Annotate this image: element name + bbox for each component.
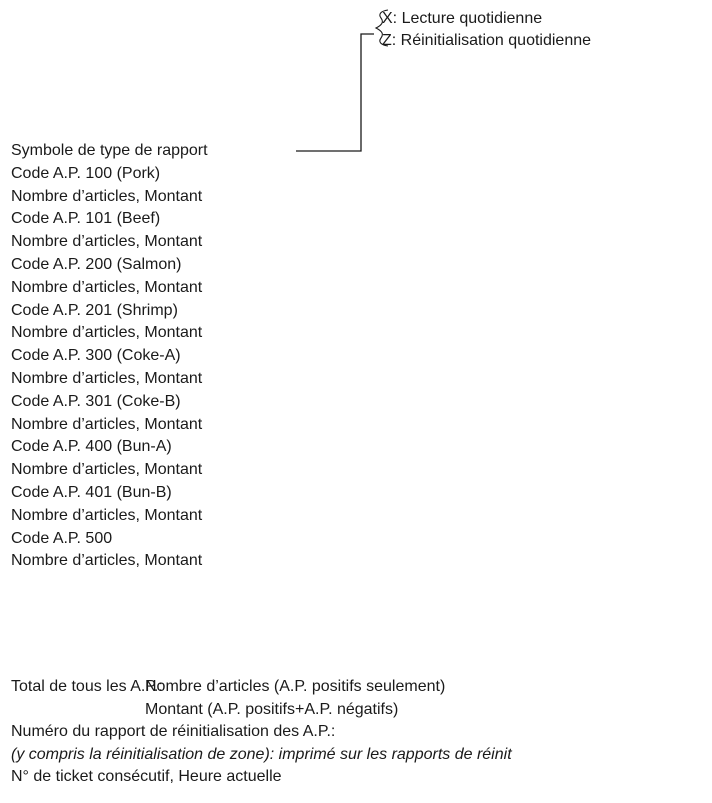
count-amount-line: Nombre d’articles, Montant — [11, 506, 203, 524]
total-amount-note: Montant (A.P. positifs+A.P. négatifs) — [145, 700, 399, 718]
report-line-list — [11, 140, 208, 573]
count-amount-line: Nombre d’articles, Montant — [11, 415, 203, 433]
consecutive-ticket-line: N° de ticket consécutif, Heure actuelle — [11, 768, 282, 786]
report-type-legend — [382, 8, 591, 52]
count-amount-line: Nombre d’articles, Montant — [11, 324, 203, 342]
pp-code-line: Code A.P. 500 — [11, 529, 113, 547]
x-report-label: X: Lecture quotidienne — [382, 10, 543, 27]
pp-code-line: Code A.P. 201 (Shrimp) — [11, 301, 178, 319]
pp-code-line: Code A.P. 100 (Pork) — [11, 164, 161, 182]
total-count-note: Nombre d’articles (A.P. positifs seulement) — [145, 678, 446, 695]
count-amount-line: Nombre d’articles, Montant — [11, 461, 203, 479]
reset-number-note: (y compris la réinitialisation de zone): imprimé sur les rapports de réinit — [11, 745, 512, 763]
pp-code-line: Code A.P. 400 (Bun-A) — [11, 438, 172, 456]
count-amount-line: Nombre d’articles, Montant — [11, 278, 203, 296]
report-type-connector-line — [296, 34, 374, 151]
pp-code-line: Code A.P. 200 (Salmon) — [11, 255, 182, 273]
z-report-label: Z: Réinitialisation quotidienne — [382, 32, 592, 49]
pp-code-line: Code A.P. 401 (Bun-B) — [11, 483, 172, 501]
count-amount-line: Nombre d’articles, Montant — [11, 369, 203, 387]
count-amount-line: Nombre d’articles, Montant — [11, 552, 203, 570]
reset-number-label: Numéro du rapport de réinitialisation des A.P.: — [11, 723, 336, 741]
count-amount-line: Nombre d’articles, Montant — [11, 187, 203, 205]
pp-code-line: Code A.P. 101 (Beef) — [11, 210, 161, 228]
pp-code-line: Code A.P. 301 (Coke-B) — [11, 392, 181, 410]
pp-code-line: Code A.P. 300 (Coke-A) — [11, 347, 181, 365]
count-amount-line: Nombre d’articles, Montant — [11, 233, 203, 251]
total-count-row — [11, 676, 712, 699]
totals-section — [11, 676, 712, 789]
report-type-symbol-label: Symbole de type de rapport — [11, 142, 208, 159]
total-label: Total de tous les A.P.: — [11, 678, 163, 695]
